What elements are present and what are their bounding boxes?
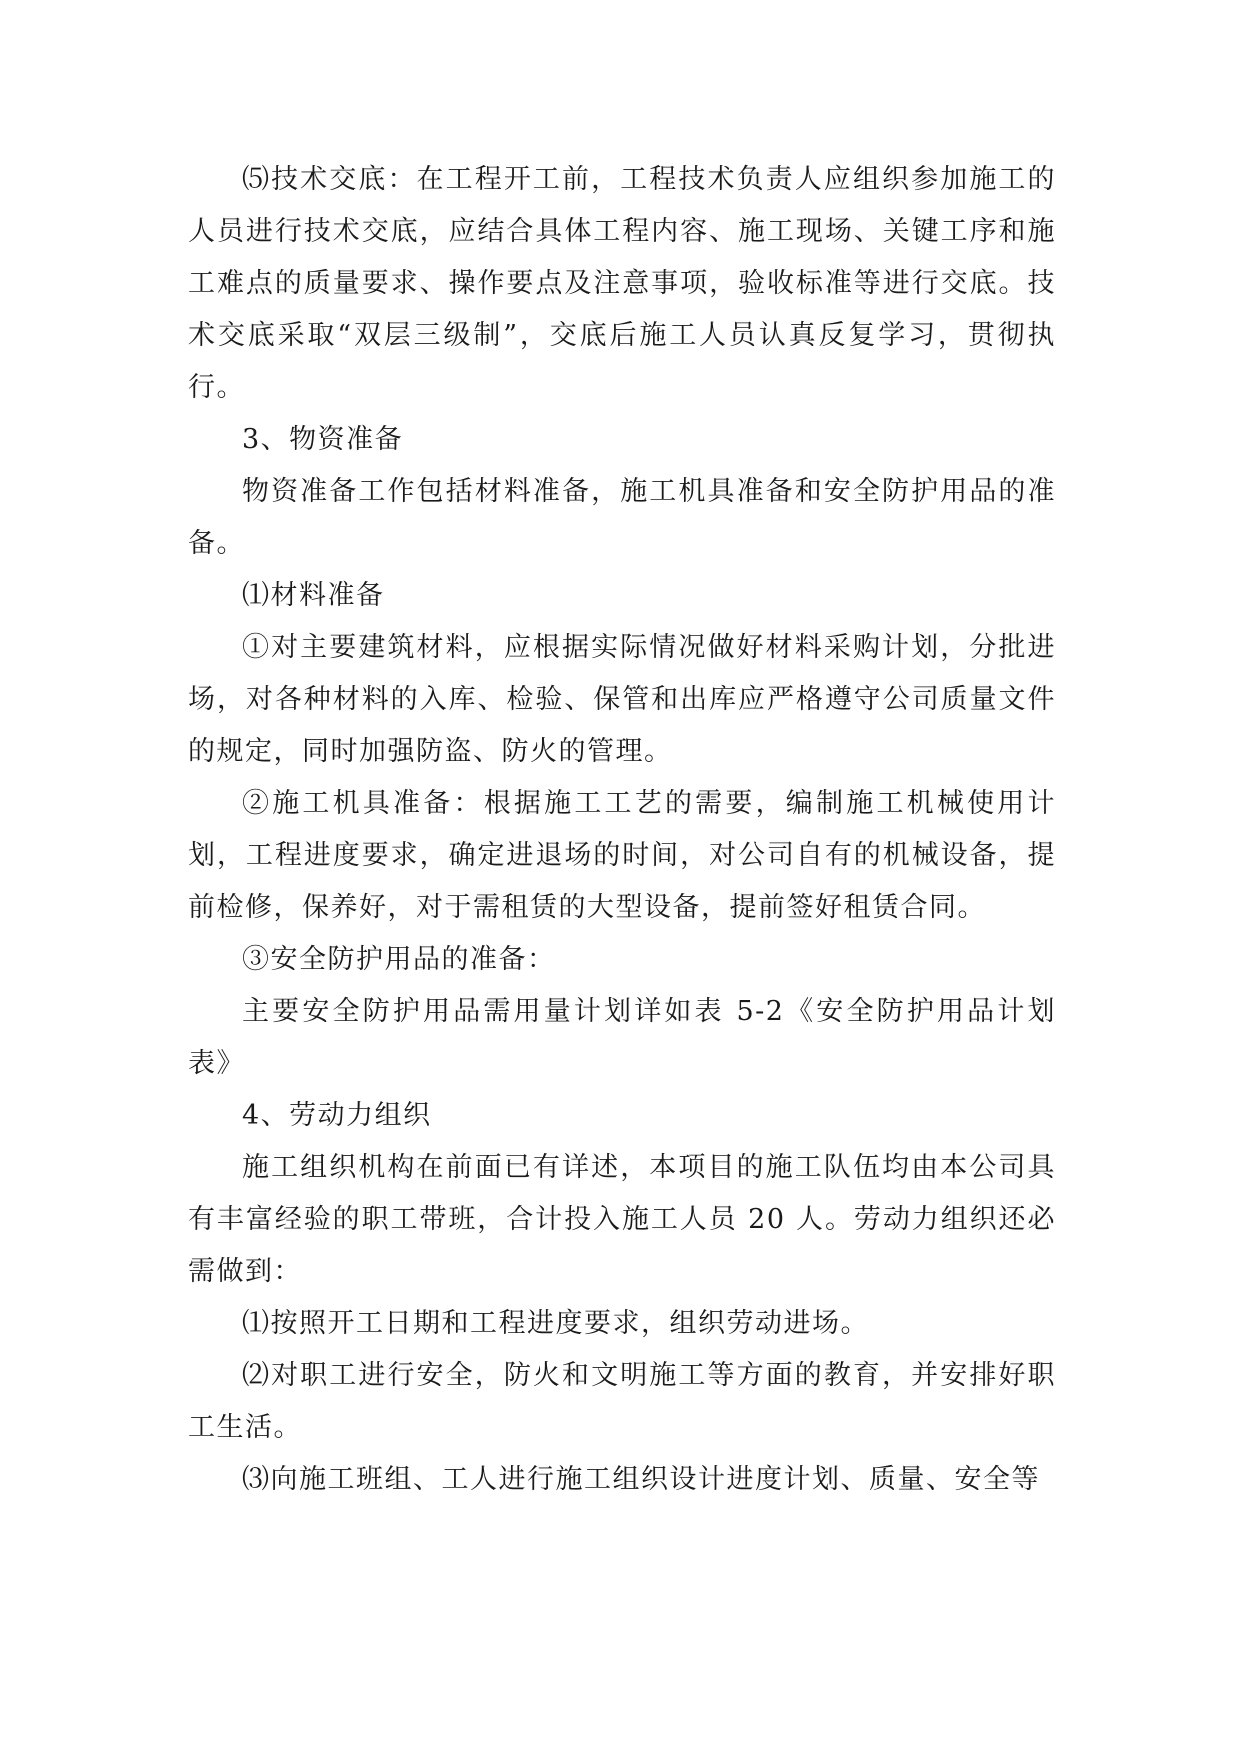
paragraph-technical-briefing: ⑸技术交底：在工程开工前，工程技术负责人应组织参加施工的人员进行技术交底，应结合具体工程内容、施工现场、关键工序和施工难点的质量要求、操作要点及注意事项，验收标准等进行交底。技术交底采取“双层三级制”，交底后施工人员认真反复学习，贯彻执行。 xyxy=(188,164,1056,403)
paragraph-materials-intro: 物资准备工作包括材料准备，施工机具准备和安全防护用品的准备。 xyxy=(188,476,1056,559)
section-heading-materials: 3、物资准备 xyxy=(242,424,404,455)
section-heading-labor: 4、劳动力组织 xyxy=(242,1100,432,1131)
document-body xyxy=(188,154,1056,1506)
paragraph-safety-plan: 主要安全防护用品需用量计划详如表 5-2《安全防护用品计划表》 xyxy=(188,996,1056,1079)
paragraph-labor-intro: 施工组织机构在前面已有详述，本项目的施工队伍均由本公司具有丰富经验的职工带班，合计投入施工人员 20 人。劳动力组织还必需做到： xyxy=(188,1152,1056,1287)
paragraph-labor-item-3: ⑶向施工班组、工人进行施工组织设计进度计划、质量、安全等 xyxy=(242,1464,1040,1495)
paragraph-safety-gear: ③安全防护用品的准备： xyxy=(242,944,556,975)
paragraph-building-materials: ①对主要建筑材料，应根据实际情况做好材料采购计划，分批进场，对各种材料的入库、检验、保管和出库应严格遵守公司质量文件的规定，同时加强防盗、防火的管理。 xyxy=(188,632,1056,767)
paragraph-labor-item-1: ⑴按照开工日期和工程进度要求，组织劳动进场。 xyxy=(242,1308,869,1339)
subheading-material-preparation: ⑴材料准备 xyxy=(242,580,385,611)
paragraph-machinery: ②施工机具准备：根据施工工艺的需要，编制施工机械使用计划，工程进度要求，确定进退场的时间，对公司自有的机械设备，提前检修，保养好，对于需租赁的大型设备，提前签好租赁合同。 xyxy=(188,788,1056,923)
paragraph-labor-item-2: ⑵对职工进行安全，防火和文明施工等方面的教育，并安排好职工生活。 xyxy=(188,1360,1056,1443)
